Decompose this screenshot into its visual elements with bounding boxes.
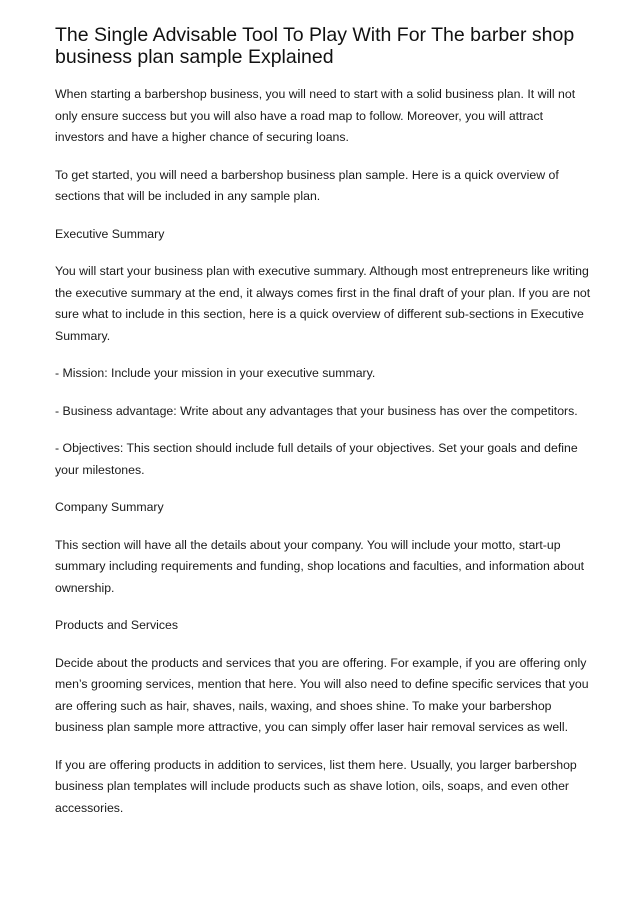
list-item-objectives: - Objectives: This section should include full details of your objectives. Set your goals and define your milestones. [55,441,578,477]
list-item-business-advantage: - Business advantage: Write about any advantages that your business has over the competitors. [55,403,578,418]
products-services-paragraph: Decide about the products and services that you are offering. For example, if you are offering only men’s grooming services, mention that here. You will also need to define specific services that you are offering such as hair, shaves, nails, waxing, and shoes shine. To make your barbershop business plan sample more attractive, you can simply offer laser hair removal services as well. [55,655,589,734]
products-list-paragraph: If you are offering products in addition to services, list them here. Usually, you larger barbershop business plan templates will include products such as shave lotion, oils, soaps, and even other accessories. [55,757,577,815]
company-summary-paragraph: This section will have all the details about your company. You will include your motto, start-up summary including requirements and funding, shop locations and faculties, and information about ownership. [55,537,585,595]
list-item-mission: - Mission: Include your mission in your executive summary. [55,366,376,380]
document-title: The Single Advisable Tool To Play With For The barber shop business plan sample Explained [55,24,575,68]
section-heading-company-summary: Company Summary [55,500,164,514]
intro-paragraph: When starting a barbershop business, you will need to start with a solid business plan. It will not only ensure success but you will also have a road map to follow. Moreover, you will attract investors and have a higher chance of securing loans. [55,87,576,144]
section-heading-products-services: Products and Services [55,618,179,632]
executive-summary-paragraph: You will start your business plan with executive summary. Although most entrepreneurs like writing the executive summary at the end, it always comes first in the final draft of your plan. If you are not sure what to include in this section, here is a quick overview of different sub-sections in Executive Summary. [55,264,591,343]
document-page [55,24,595,835]
section-heading-executive-summary: Executive Summary [55,226,165,241]
overview-paragraph: To get started, you will need a barbershop business plan sample. Here is a quick overview of sections that will be included in any sample plan. [55,167,559,203]
